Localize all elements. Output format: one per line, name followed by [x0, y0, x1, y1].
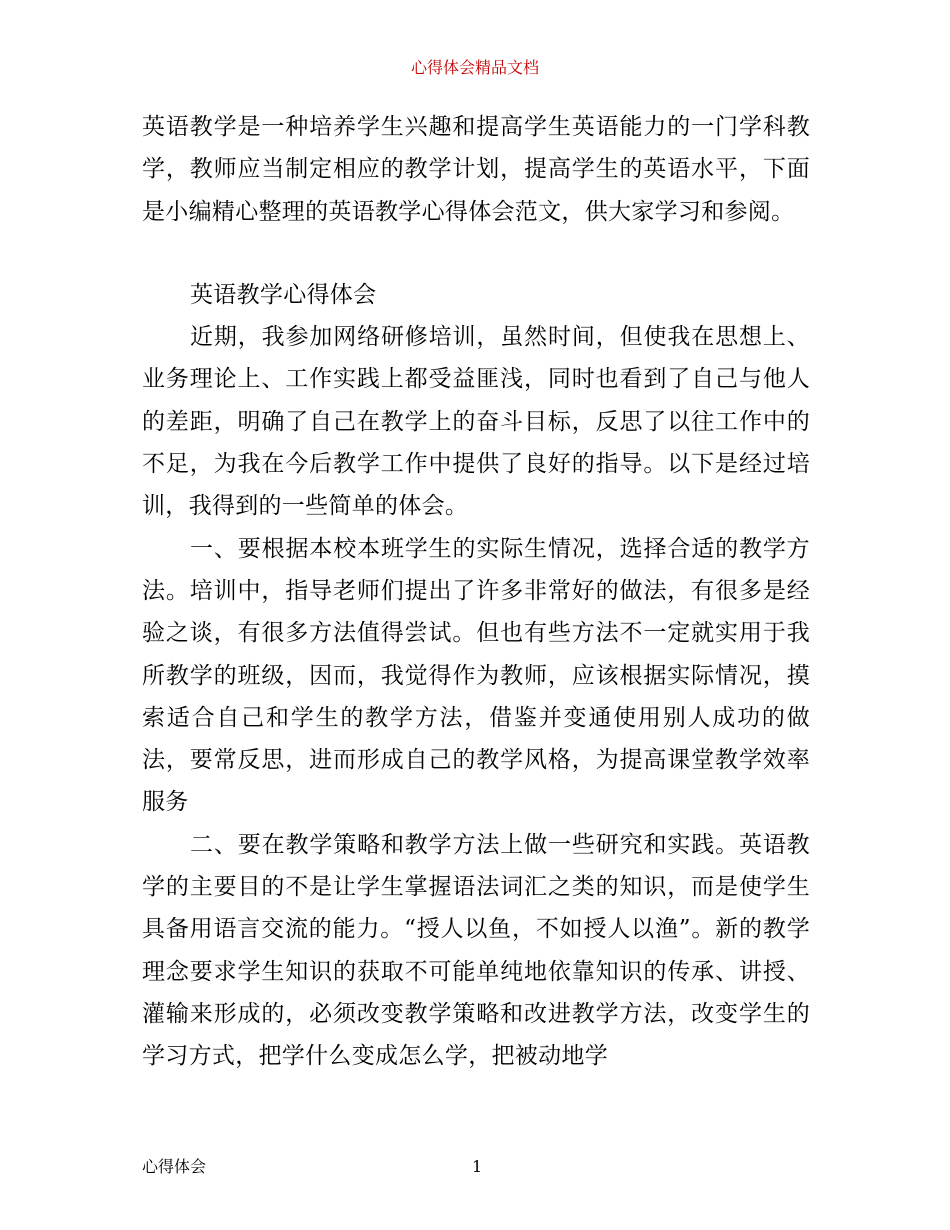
body-paragraph-3: 二、要在教学策略和教学方法上做一些研究和实践。英语教学的主要目的不是让学生掌握语法词汇之类的知识，而是使学生具备用语言交流的能力。“授人以鱼，不如授人以渔”。新的教学理念要求学生知识的获取不可能单纯地依靠知识的传承、讲授、灌输来形成的，必须改变教学策略和改进教学方法，改变学生的学习方式，把学什么变成怎么学，把被动地学 [142, 831, 810, 1070]
footer-label: 心得体会 [142, 1157, 207, 1176]
intro-paragraph: 英语教学是一种培养学生兴趣和提高学生英语能力的一门学科教学，教师应当制定相应的教学计划，提高学生的英语水平，下面是小编精心整理的英语教学心得体会范文，供大家学习和参阅。 [142, 114, 810, 225]
body-paragraph-1: 近期，我参加网络研修培训，虽然时间，但使我在思想上、业务理论上、工作实践上都受益匪浅，同时也看到了自己与他人的差距，明确了自己在教学上的奋斗目标，反思了以往工作中的不足，为我在今后教学工作中提供了良好的指导。以下是经过培训，我得到的一些简单的体会。 [142, 324, 810, 520]
body-paragraph-2: 一、要根据本校本班学生的实际生情况，选择合适的教学方法。培训中，指导老师们提出了许多非常好的做法，有很多是经验之谈，有很多方法值得尝试。但也有些方法不一定就实用于我所教学的班级，因而，我觉得作为教师，应该根据实际情况，摸索适合自己和学生的教学方法，借鉴并变通使用别人成功的做法，要常反思，进而形成自己的教学风格，为提高课堂教学效率服务 [142, 535, 810, 816]
page-number: 1 [472, 1157, 483, 1176]
page-footer [142, 1156, 810, 1178]
section-heading: 英语教学心得体会 [190, 281, 377, 308]
document-body [142, 106, 810, 1078]
page-header: 心得体会精品文档 [410, 58, 539, 77]
